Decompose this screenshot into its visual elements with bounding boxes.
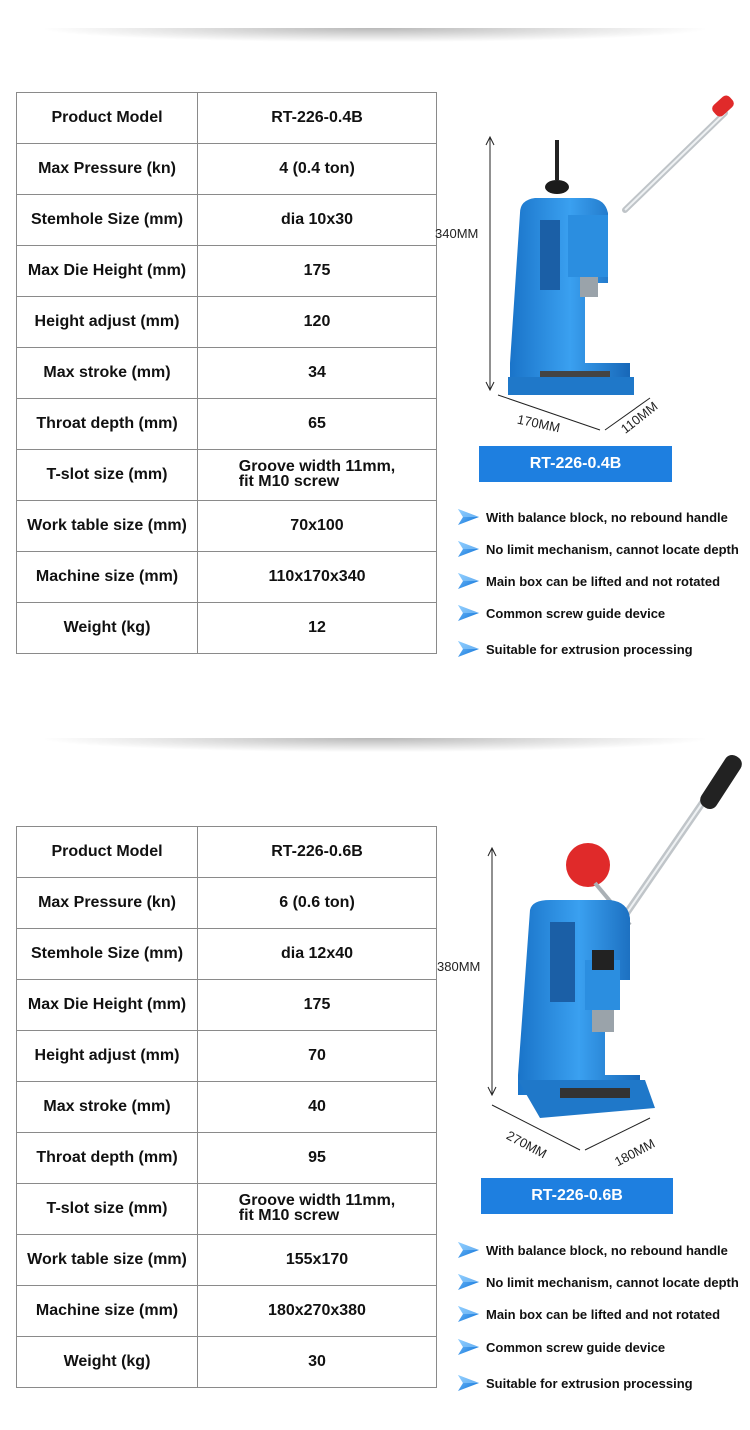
arrow-bullet-icon bbox=[456, 640, 480, 658]
arrow-bullet-icon bbox=[456, 604, 480, 622]
spec-value-line1: Groove width 11mm, bbox=[238, 458, 396, 475]
table-row bbox=[17, 980, 437, 1031]
feature-item: Suitable for extrusion processing bbox=[456, 638, 693, 660]
spec-value: 40 bbox=[198, 1082, 437, 1133]
spec-value: 12 bbox=[198, 603, 437, 654]
spec-value: 6 (0.6 ton) bbox=[198, 878, 437, 929]
height-dimension: 380MM bbox=[437, 959, 481, 974]
feature-item: No limit mechanism, cannot locate depth bbox=[456, 538, 739, 560]
spec-table bbox=[16, 92, 437, 654]
table-row bbox=[17, 1337, 437, 1388]
spec-label: T-slot size (mm) bbox=[17, 1184, 198, 1235]
table-row bbox=[17, 552, 437, 603]
spec-label: Machine size (mm) bbox=[17, 552, 198, 603]
arrow-bullet-icon bbox=[456, 1273, 480, 1291]
length-dimension: 170MM bbox=[515, 411, 562, 436]
spec-value: RT-226-0.4B bbox=[198, 93, 437, 144]
spec-label: Height adjust (mm) bbox=[17, 297, 198, 348]
spec-label: Throat depth (mm) bbox=[17, 1133, 198, 1184]
spec-value: 110x170x340 bbox=[198, 552, 437, 603]
table-row bbox=[17, 501, 437, 552]
spec-label: Max Pressure (kn) bbox=[17, 144, 198, 195]
spec-label: Weight (kg) bbox=[17, 1337, 198, 1388]
length-dimension: 270MM bbox=[504, 1127, 550, 1162]
spec-value: dia 12x40 bbox=[198, 929, 437, 980]
table-row bbox=[17, 399, 437, 450]
arrow-bullet-icon bbox=[456, 1305, 480, 1323]
table-row bbox=[17, 1133, 437, 1184]
feature-item: Common screw guide device bbox=[456, 1336, 665, 1358]
arrow-bullet-icon bbox=[456, 1241, 480, 1259]
table-row bbox=[17, 93, 437, 144]
spec-value: 95 bbox=[198, 1133, 437, 1184]
table-row bbox=[17, 348, 437, 399]
spec-label: Product Model bbox=[17, 827, 198, 878]
feature-item: Suitable for extrusion processing bbox=[456, 1372, 693, 1394]
spec-label: Height adjust (mm) bbox=[17, 1031, 198, 1082]
spec-value-line2: fit M10 screw bbox=[238, 473, 340, 490]
spec-value-line1: Groove width 11mm, bbox=[238, 1192, 396, 1209]
feature-item: With balance block, no rebound handle bbox=[456, 506, 728, 528]
table-row bbox=[17, 1184, 437, 1235]
section-divider bbox=[45, 28, 705, 42]
table-row bbox=[17, 246, 437, 297]
feature-item: With balance block, no rebound handle bbox=[456, 1239, 728, 1261]
spec-value bbox=[198, 1184, 437, 1235]
table-row bbox=[17, 827, 437, 878]
table-row bbox=[17, 1235, 437, 1286]
feature-item: Main box can be lifted and not rotated bbox=[456, 570, 720, 592]
spec-value: 4 (0.4 ton) bbox=[198, 144, 437, 195]
spec-value: 34 bbox=[198, 348, 437, 399]
arrow-bullet-icon bbox=[456, 572, 480, 590]
model-banner: RT-226-0.4B bbox=[479, 446, 672, 482]
spec-value: 70 bbox=[198, 1031, 437, 1082]
spec-value: 180x270x380 bbox=[198, 1286, 437, 1337]
table-row bbox=[17, 1286, 437, 1337]
spec-value: 175 bbox=[198, 246, 437, 297]
height-dimension: 340MM bbox=[435, 226, 479, 241]
spec-value: 30 bbox=[198, 1337, 437, 1388]
width-dimension: 110MM bbox=[617, 398, 661, 437]
model-banner: RT-226-0.6B bbox=[481, 1178, 673, 1214]
spec-value: dia 10x30 bbox=[198, 195, 437, 246]
spec-value: 175 bbox=[198, 980, 437, 1031]
table-row bbox=[17, 878, 437, 929]
table-row bbox=[17, 603, 437, 654]
spec-label: Max Pressure (kn) bbox=[17, 878, 198, 929]
spec-label: Throat depth (mm) bbox=[17, 399, 198, 450]
spec-label: Max stroke (mm) bbox=[17, 1082, 198, 1133]
spec-value: 70x100 bbox=[198, 501, 437, 552]
spec-label: Max stroke (mm) bbox=[17, 348, 198, 399]
table-row bbox=[17, 195, 437, 246]
spec-label: Work table size (mm) bbox=[17, 501, 198, 552]
table-row bbox=[17, 929, 437, 980]
table-row bbox=[17, 1082, 437, 1133]
arrow-bullet-icon bbox=[456, 1338, 480, 1356]
table-row bbox=[17, 297, 437, 348]
spec-label: Machine size (mm) bbox=[17, 1286, 198, 1337]
spec-label: T-slot size (mm) bbox=[17, 450, 198, 501]
feature-item: Main box can be lifted and not rotated bbox=[456, 1303, 720, 1325]
spec-table bbox=[16, 826, 437, 1388]
feature-item: No limit mechanism, cannot locate depth bbox=[456, 1271, 739, 1293]
arrow-bullet-icon bbox=[456, 508, 480, 526]
spec-label: Weight (kg) bbox=[17, 603, 198, 654]
feature-item: Common screw guide device bbox=[456, 602, 665, 624]
spec-label: Max Die Height (mm) bbox=[17, 246, 198, 297]
table-row bbox=[17, 450, 437, 501]
spec-value: 65 bbox=[198, 399, 437, 450]
table-row bbox=[17, 1031, 437, 1082]
spec-value-line2: fit M10 screw bbox=[238, 1207, 340, 1224]
arrow-bullet-icon bbox=[456, 1374, 480, 1392]
spec-value: 120 bbox=[198, 297, 437, 348]
arrow-bullet-icon bbox=[456, 540, 480, 558]
spec-value: RT-226-0.6B bbox=[198, 827, 437, 878]
spec-label: Stemhole Size (mm) bbox=[17, 195, 198, 246]
spec-value: 155x170 bbox=[198, 1235, 437, 1286]
spec-value bbox=[198, 450, 437, 501]
spec-label: Product Model bbox=[17, 93, 198, 144]
width-dimension: 180MM bbox=[612, 1135, 658, 1170]
spec-label: Max Die Height (mm) bbox=[17, 980, 198, 1031]
spec-label: Work table size (mm) bbox=[17, 1235, 198, 1286]
press-machine-image bbox=[480, 750, 750, 1170]
spec-label: Stemhole Size (mm) bbox=[17, 929, 198, 980]
press-machine-image bbox=[480, 95, 750, 440]
table-row bbox=[17, 144, 437, 195]
